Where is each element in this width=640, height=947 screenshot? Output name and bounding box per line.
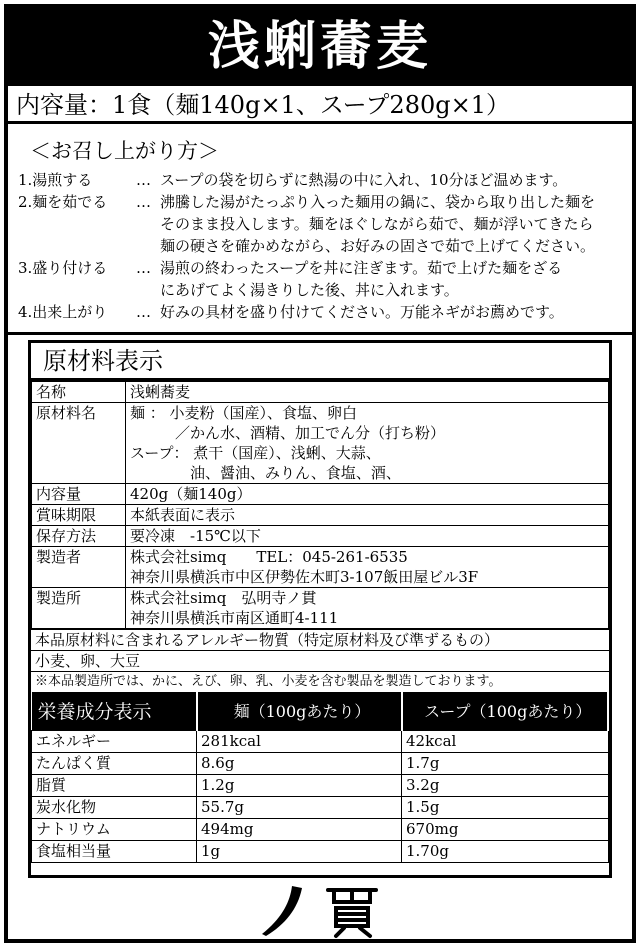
table-row [32, 547, 609, 588]
soup-value: 42kcal [402, 730, 609, 752]
table-row [32, 730, 609, 752]
soup-value: 670mg [402, 818, 609, 840]
table-row [32, 505, 609, 526]
soup-value: 3.2g [402, 774, 609, 796]
step-dots: … [136, 303, 151, 321]
value-line: 株式会社simq TEL：045-261-6535 [130, 548, 408, 566]
value-line: スープ： 煮干（国産）、浅蜊、大蒜、 [130, 444, 381, 462]
step-line: 湯煎の終わったスープを丼に注ぎます。茹で上げた麺をざる [160, 259, 563, 277]
step-dots: … [136, 171, 151, 189]
table-row [32, 403, 609, 484]
value-line: 神奈川県横浜市南区通町4-111 [130, 609, 339, 627]
row-key: 内容量 [32, 484, 126, 505]
row-key: 保存方法 [32, 526, 126, 547]
table-row [32, 752, 609, 774]
step-text [160, 169, 628, 191]
nutrient-name: 脂質 [32, 774, 197, 796]
howto-section [8, 127, 632, 335]
nutrient-name: 炭水化物 [32, 796, 197, 818]
value-line: 麺 ： 小麦粉（国産）、食塩、卵白 [130, 404, 358, 422]
step-line: スープの袋を切らずに熱湯の中に入れ、10分ほど温めます。 [160, 171, 568, 189]
table-row [32, 818, 609, 840]
step-line: 沸騰した湯がたっぷり入った麺用の鍋に、袋から取り出した麺を [160, 193, 596, 211]
nutrition-heading: 栄養成分表示 [32, 692, 197, 730]
noodle-value: 55.7g [197, 796, 402, 818]
noodle-value: 494mg [197, 818, 402, 840]
row-value [126, 526, 609, 547]
allergy-note: ※本品製造所では、かに、えび、卵、乳、小麦を含む製品を製造しております。 [35, 674, 502, 689]
nutrient-name: 食塩相当量 [32, 840, 197, 862]
row-key: 製造者 [32, 547, 126, 588]
raw-materials-box [28, 340, 612, 878]
row-value [126, 588, 609, 629]
step-line: 麺の硬さを確かめながら、お好みの固さで茹で上げてください。 [160, 237, 596, 255]
table-row [32, 484, 609, 505]
nutrition-header-row [32, 692, 609, 730]
step-label: 2.麺を茹でる [18, 193, 108, 211]
step-dots: … [136, 259, 151, 277]
step-line: にあげてよく湯きりした後、丼に入れます。 [160, 281, 459, 299]
howto-step [18, 169, 628, 191]
row-value [126, 382, 609, 403]
nutrient-name: たんぱく質 [32, 752, 197, 774]
table-row [32, 796, 609, 818]
step-label: 3.盛り付ける [18, 259, 108, 277]
value-line: 神奈川県横浜市中区伊勢佐木町3-107飯田屋ビル3F [130, 568, 479, 586]
howto-step [18, 257, 628, 301]
howto-step [18, 191, 628, 257]
howto-heading: ＜お召し上がり方＞ [30, 139, 219, 163]
content-amount: 内容量：1食（麺140g×1、スープ280g×1） [8, 86, 632, 124]
value-line: 本紙表面に表示 [130, 506, 236, 524]
row-value [126, 484, 609, 505]
table-row [32, 840, 609, 862]
soup-value: 1.5g [402, 796, 609, 818]
product-title: 浅蜊蕎麦 [8, 8, 632, 86]
brand-logo [240, 880, 400, 940]
howto-steps [18, 169, 628, 323]
step-dots: … [136, 193, 151, 211]
step-line: 好みの具材を盛り付けてください。万能ネギがお薦めです。 [160, 303, 564, 321]
step-label: 4.出来上がり [18, 303, 108, 321]
nutrition-table [31, 692, 609, 863]
noodle-value: 281kcal [197, 730, 402, 752]
noodle-value: 1g [197, 840, 402, 862]
value-line: 420g（麺140g） [130, 485, 252, 503]
soup-value: 1.70g [402, 840, 609, 862]
row-key: 賞味期限 [32, 505, 126, 526]
raw-materials-title: 原材料表示 [31, 343, 609, 381]
step-label: 1.湯煎する [18, 171, 93, 189]
nutrient-name: エネルギー [32, 730, 197, 752]
row-key: 名称 [32, 382, 126, 403]
noodle-value: 8.6g [197, 752, 402, 774]
row-value [126, 505, 609, 526]
value-line: 株式会社simq 弘明寺ノ貫 [130, 589, 317, 607]
row-key: 原材料名 [32, 403, 126, 484]
raw-materials-table [31, 381, 609, 629]
value-line: ／かん水、酒精、加工でん分（打ち粉） [130, 424, 446, 442]
row-value [126, 547, 609, 588]
step-text [160, 301, 628, 323]
table-row [32, 526, 609, 547]
howto-step [18, 301, 628, 323]
row-value [126, 403, 609, 484]
table-row [32, 774, 609, 796]
soup-value: 1.7g [402, 752, 609, 774]
col-soup-header: スープ（100gあたり） [402, 692, 609, 730]
value-line: 油、醤油、みりん、食塩、酒、 [130, 464, 401, 482]
value-line: 要冷凍 -15℃以下 [130, 527, 261, 545]
table-row [32, 588, 609, 629]
table-row [32, 382, 609, 403]
allergy-section [31, 629, 609, 692]
row-key: 製造所 [32, 588, 126, 629]
noodle-value: 1.2g [197, 774, 402, 796]
step-line: そのまま投入します。麺をほぐしながら茹で、麺が浮いてきたら [160, 215, 594, 233]
nutrient-name: ナトリウム [32, 818, 197, 840]
step-text [160, 257, 628, 301]
allergy-items: 小麦、卵、大豆 [31, 651, 609, 672]
step-text [160, 191, 628, 257]
col-noodle-header: 麺（100gあたり） [197, 692, 402, 730]
value-line: 浅蜊蕎麦 [130, 383, 191, 401]
allergy-heading: 本品原材料に含まれるアレルギー物質（特定原材料及び準ずるもの） [31, 630, 609, 651]
